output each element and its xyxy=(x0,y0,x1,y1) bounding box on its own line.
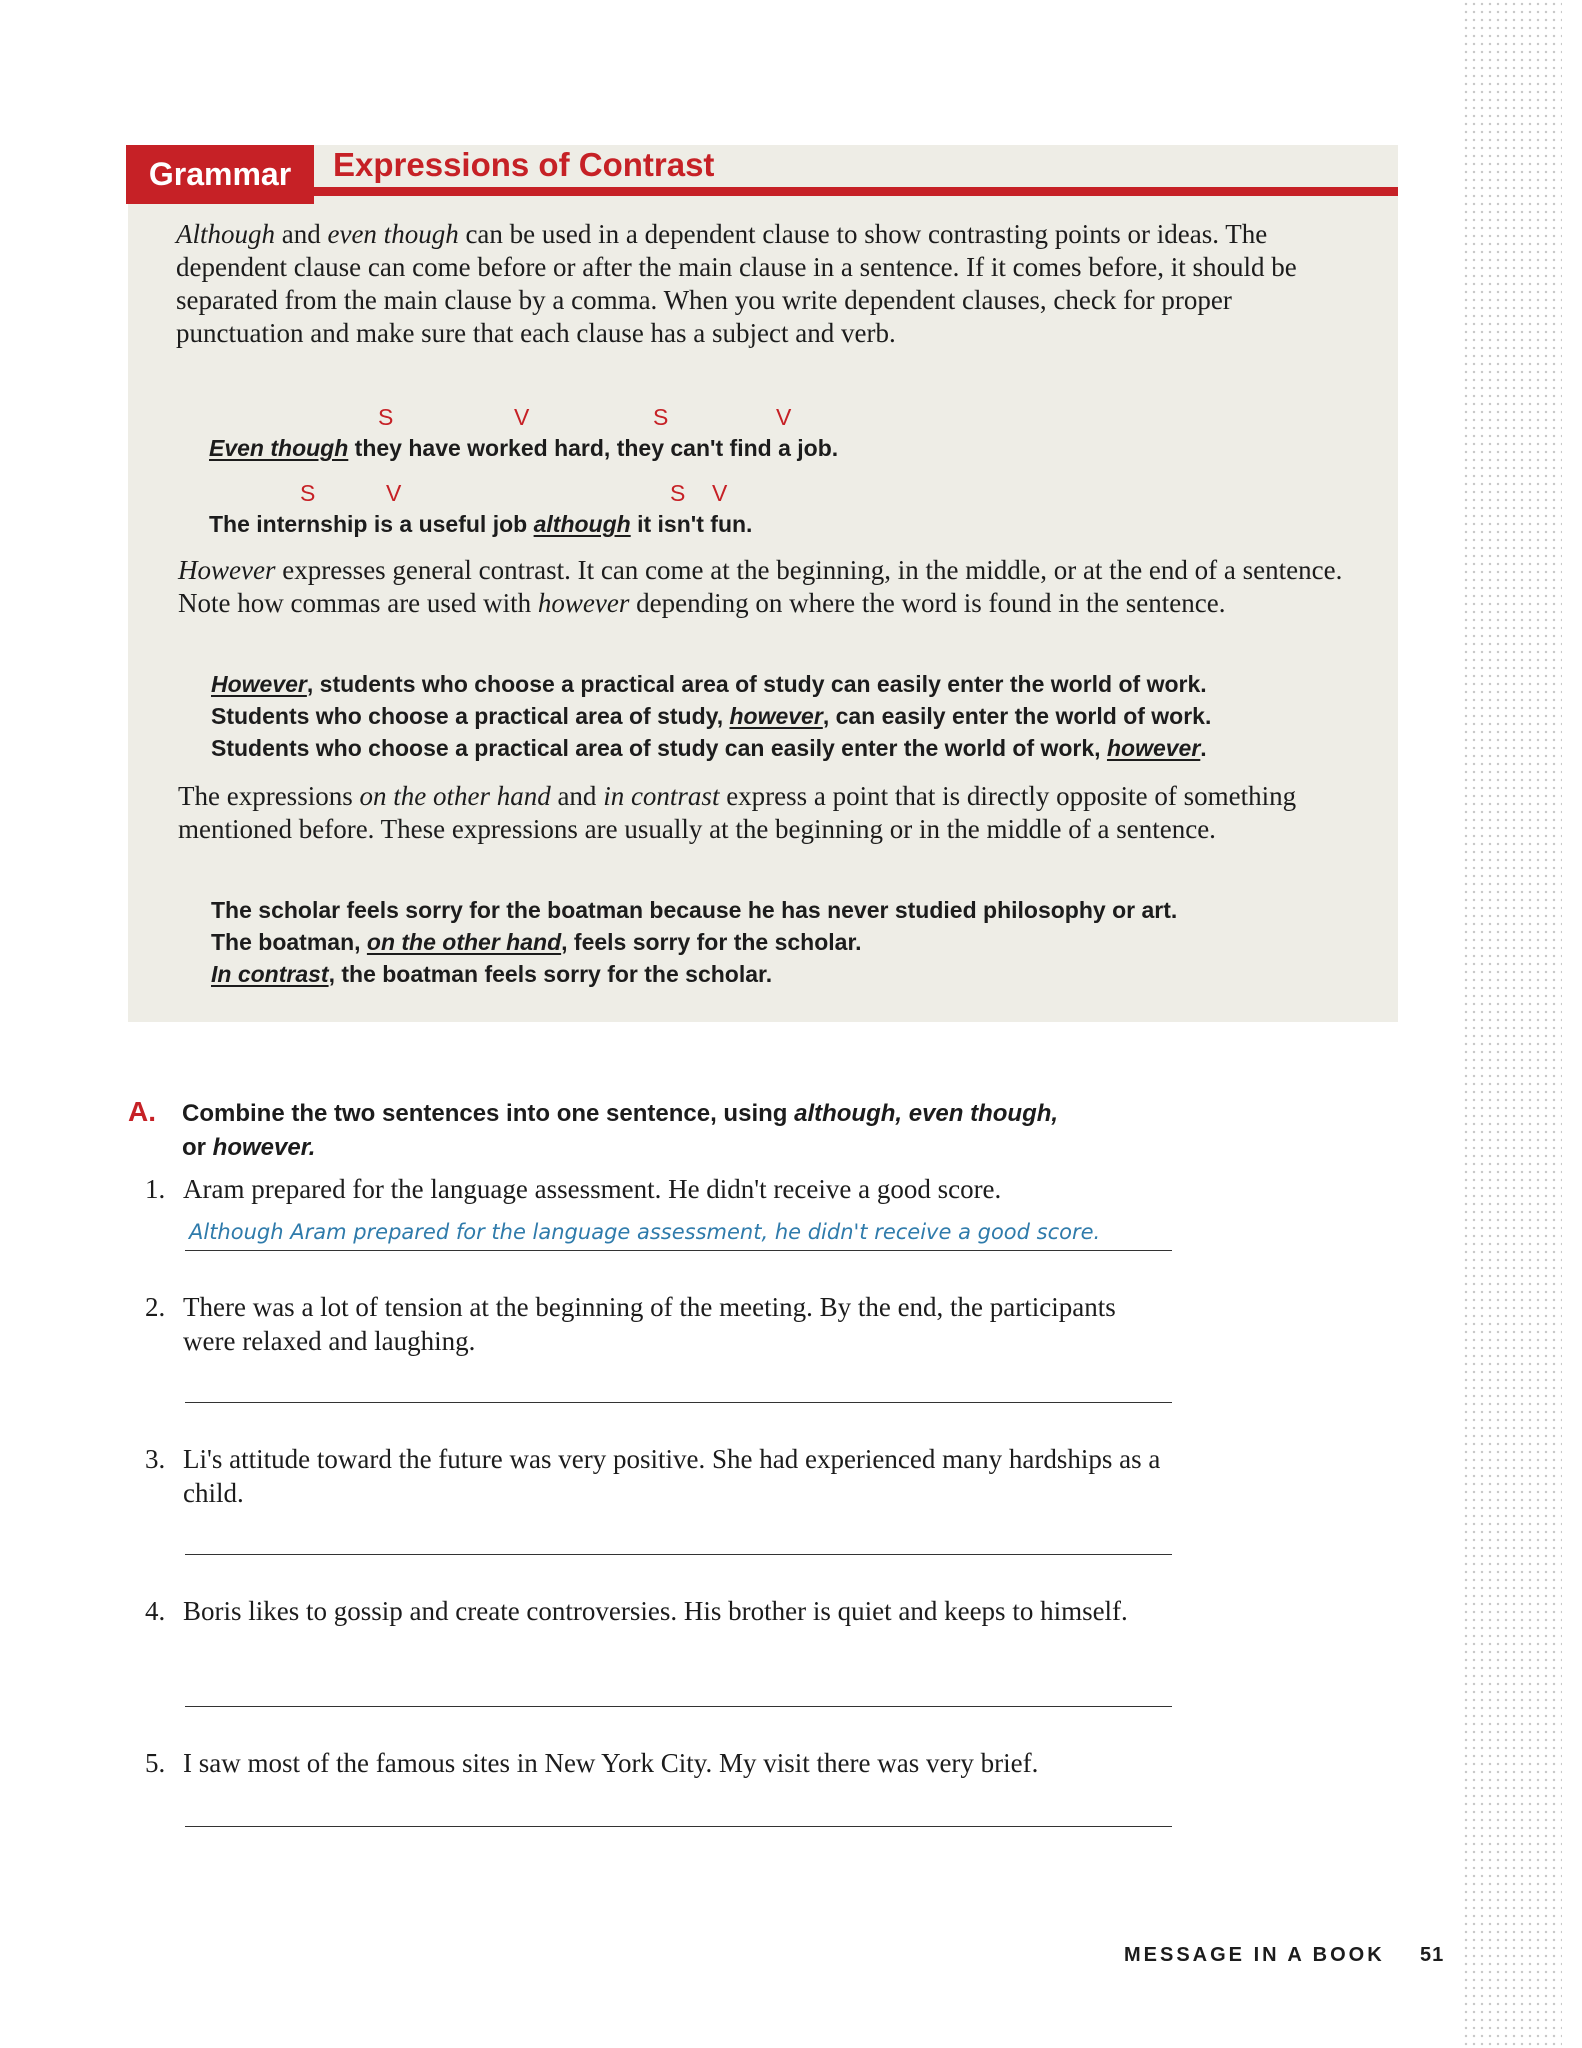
example-4 xyxy=(211,700,1211,732)
item-number: 1. xyxy=(145,1174,166,1204)
section-title: Expressions of Contrast xyxy=(333,146,715,183)
answer-line-4[interactable] xyxy=(185,1706,1172,1707)
label-s: S xyxy=(300,480,316,506)
example-6: The scholar feels sorry for the boatman because he has never studied philosophy or art. xyxy=(211,897,1178,923)
answer-line-1[interactable] xyxy=(185,1250,1172,1251)
answer-line-5[interactable] xyxy=(185,1826,1172,1827)
text: depending on where the word is found in the sentence. xyxy=(629,588,1226,618)
exercise-instructions xyxy=(182,1097,1162,1165)
term: although, even though, xyxy=(794,1100,1059,1127)
label-s: S xyxy=(670,480,686,506)
term-however: however xyxy=(537,588,630,618)
example-5 xyxy=(211,732,1207,764)
term-however: However xyxy=(178,555,276,585)
example-8 xyxy=(211,958,772,990)
dotted-margin-strip xyxy=(1462,0,1562,2048)
answer-line-2[interactable] xyxy=(185,1402,1172,1403)
label-v: V xyxy=(386,480,402,506)
text: . xyxy=(1200,735,1207,761)
text: can be used in a dependent clause to show contrasting points or ideas. The dependent clause can come before or after the main clause in a sentence. If it comes before, it should be separated from the main clause by a comma. When you write dependent clauses, check for proper punctuation and make sure that each clause has a subject and verb. xyxy=(176,219,1297,348)
item-text: Li's attitude toward the future was very positive. She had experienced many hardships as a child. xyxy=(183,1444,1161,1508)
text: , the boatman feels sorry for the scholar. xyxy=(328,961,773,987)
item-text: Aram prepared for the language assessment. He didn't receive a good score. xyxy=(183,1174,1002,1204)
text: , can easily enter the world of work. xyxy=(822,703,1212,729)
grammar-paragraph-1 xyxy=(176,218,1356,350)
item-number: 2. xyxy=(145,1292,166,1322)
answer-line-3[interactable] xyxy=(185,1554,1172,1555)
text: Students who choose a practical area of study, xyxy=(211,703,730,729)
exercise-item-1 xyxy=(145,1172,1165,1206)
text: and xyxy=(550,781,604,811)
example-2 xyxy=(209,508,752,540)
grammar-tab: Grammar xyxy=(126,145,314,204)
term: however xyxy=(1106,735,1201,761)
text: and xyxy=(275,219,328,249)
text: it isn't fun. xyxy=(630,511,753,537)
text: , feels sorry for the scholar. xyxy=(561,929,862,955)
example-3 xyxy=(211,668,1207,700)
label-s: S xyxy=(378,404,394,430)
exercise-item-3 xyxy=(145,1442,1165,1510)
label-v: V xyxy=(776,404,792,430)
footer-title: MESSAGE IN A BOOK xyxy=(1124,1944,1385,1966)
label-v: V xyxy=(514,404,530,430)
term: although xyxy=(533,511,631,537)
item-number: 4. xyxy=(145,1596,166,1626)
header-rule xyxy=(126,187,1398,196)
item-text: There was a lot of tension at the beginning of the meeting. By the end, the participants were relaxed and laughing. xyxy=(183,1292,1116,1356)
exercise-letter: A. xyxy=(128,1096,156,1127)
grammar-paragraph-2 xyxy=(178,554,1363,620)
term-even-though: even though xyxy=(327,219,459,249)
text: , students who choose a practical area of study can easily enter the world of work. xyxy=(306,671,1207,697)
term: In contrast xyxy=(211,961,329,987)
text: Students who choose a practical area of study can easily enter the world of work, xyxy=(211,735,1107,761)
term: however. xyxy=(212,1134,316,1161)
text: The expressions xyxy=(178,781,360,811)
item-text: I saw most of the famous sites in New York City. My visit there was very brief. xyxy=(183,1748,1039,1778)
term: Even though xyxy=(209,435,349,461)
grammar-paragraph-3 xyxy=(178,780,1363,846)
example-1 xyxy=(209,432,838,464)
text: Combine the two sentences into one sentence, using xyxy=(182,1100,795,1127)
item-number: 3. xyxy=(145,1444,166,1474)
term: However xyxy=(211,671,307,697)
term-although: Although xyxy=(176,219,275,249)
term: on the other hand xyxy=(359,781,551,811)
text: The boatman, xyxy=(211,929,367,955)
item-text: Boris likes to gossip and create controversies. His brother is quiet and keeps to himself. xyxy=(183,1596,1128,1626)
exercise-item-2 xyxy=(145,1290,1165,1358)
page-number: 51 xyxy=(1420,1944,1445,1966)
example-7 xyxy=(211,926,862,958)
term: in contrast xyxy=(603,781,720,811)
label-v: V xyxy=(712,480,728,506)
answer-1: Although Aram prepared for the language assessment, he didn't receive a good score. xyxy=(189,1220,1101,1244)
exercise-item-4 xyxy=(145,1594,1165,1628)
text: or xyxy=(182,1134,213,1161)
text: expresses general contrast. It can come at the beginning, in the middle, or at the end of a sentence. Note how commas are used with xyxy=(178,555,1343,618)
exercise-item-5 xyxy=(145,1746,1165,1780)
text: they have worked hard, they can't find a job. xyxy=(348,435,839,461)
text: express a point that is directly opposite of something mentioned before. These expressions are usually at the beginning or in the middle of a sentence. xyxy=(178,781,1297,844)
label-s: S xyxy=(653,404,669,430)
text: The internship is a useful job xyxy=(209,511,534,537)
term: on the other hand xyxy=(366,929,562,955)
item-number: 5. xyxy=(145,1748,166,1778)
term: however xyxy=(729,703,823,729)
